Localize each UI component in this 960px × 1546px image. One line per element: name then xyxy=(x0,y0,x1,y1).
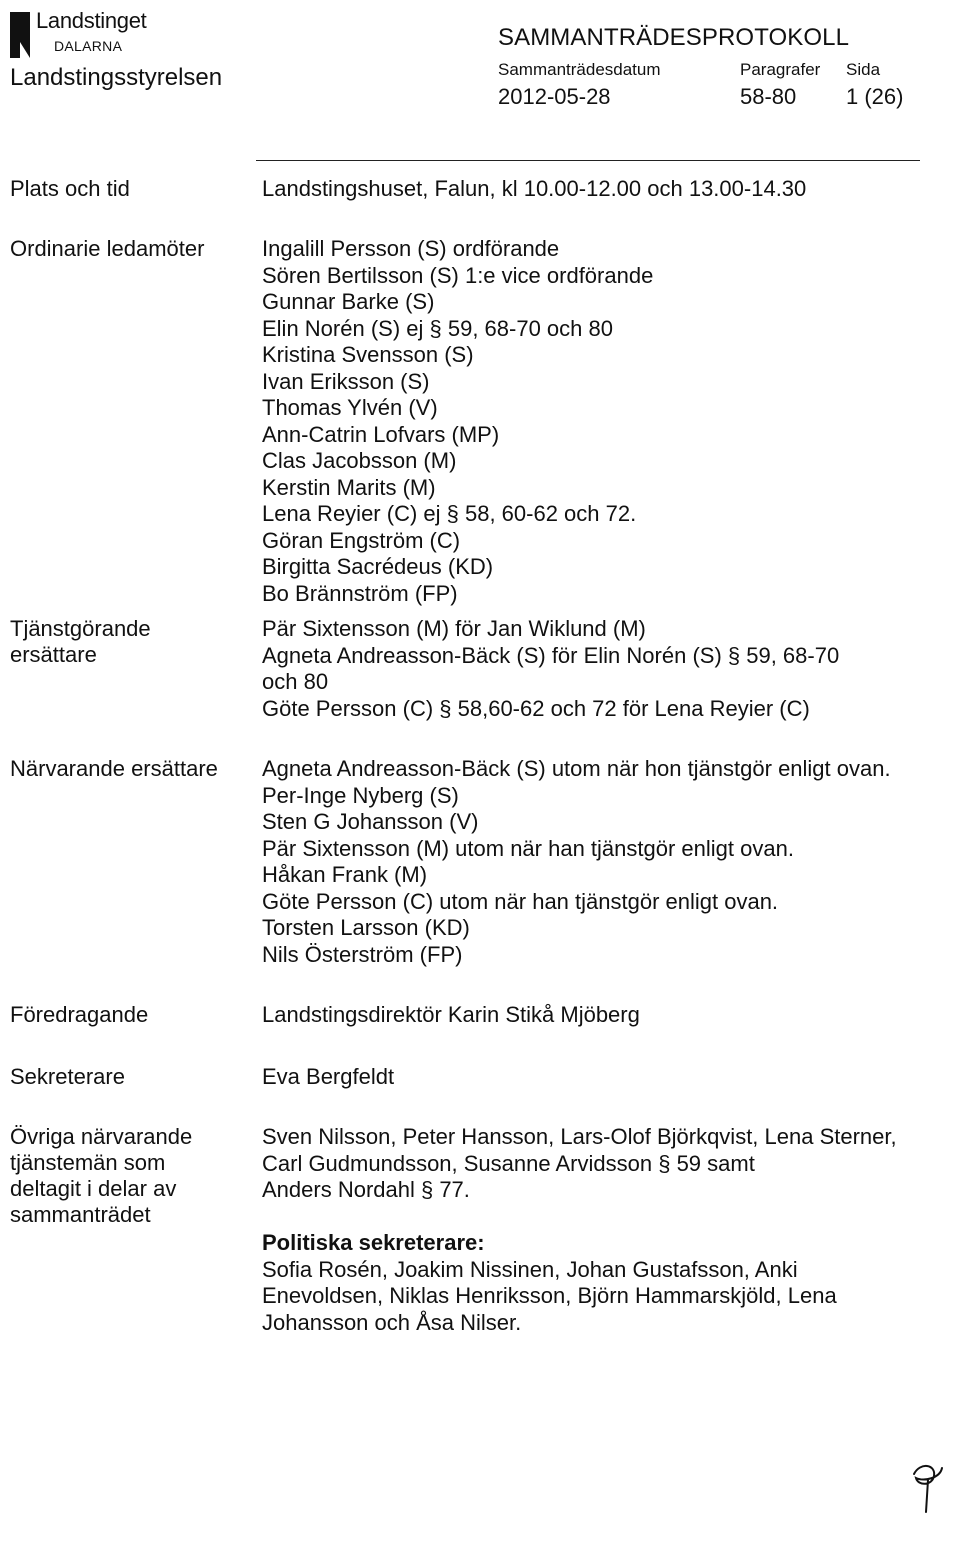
other-officials-list xyxy=(262,1124,897,1204)
list-item: Enevoldsen, Niklas Henriksson, Björn Hammarskjöld, Lena xyxy=(262,1283,837,1308)
secretary-value: Eva Bergfeldt xyxy=(262,1064,395,1089)
page-label: Sida xyxy=(846,60,881,79)
serving-substitutes-label xyxy=(10,616,151,668)
list-item: Agneta Andreasson-Bäck (S) utom när hon tjänstgör enligt ovan. xyxy=(262,756,891,781)
list-item: Torsten Larsson (KD) xyxy=(262,915,470,940)
list-item: Göte Persson (C) § 58,60-62 och 72 för Lena Reyier (C) xyxy=(262,695,810,721)
list-item: Elin Norén (S) ej § 59, 68-70 och 80 xyxy=(262,315,613,341)
list-item: Clas Jacobsson (M) xyxy=(262,448,457,473)
paragraphs-range: 58-80 xyxy=(740,84,797,109)
political-secretaries-heading: Politiska sekreterare: xyxy=(262,1230,485,1255)
serving-substitutes-list xyxy=(262,616,839,722)
presenter-value: Landstingsdirektör Karin Stikå Mjöberg xyxy=(262,1002,640,1027)
place-time-value: Landstingshuset, Falun, kl 10.00-12.00 och 13.00-14.30 xyxy=(262,176,807,201)
present-substitutes-list xyxy=(262,756,891,968)
list-item: Birgitta Sacrédeus (KD) xyxy=(262,554,494,579)
page-number: 1 (26) xyxy=(846,84,904,109)
list-item: Kerstin Marits (M) xyxy=(262,474,436,500)
secretary-label: Sekreterare xyxy=(10,1064,125,1089)
list-item: Thomas Ylvén (V) xyxy=(262,395,438,420)
list-item: Agneta Andreasson-Bäck (S) för Elin Norén (S) § 59, 68-70 xyxy=(262,642,840,668)
date-label: Sammanträdesdatum xyxy=(498,60,661,79)
members-list xyxy=(262,236,653,607)
list-item: Anders Nordahl § 77. xyxy=(262,1177,470,1202)
list-item: Pär Sixtensson (M) utom när han tjänstgör enligt ovan. xyxy=(262,835,794,861)
list-item: Per-Inge Nyberg (S) xyxy=(262,782,459,808)
list-item: Lena Reyier (C) ej § 58, 60-62 och 72. xyxy=(262,501,637,526)
list-item: Carl Gudmundsson, Susanne Arvidsson § 59 samt xyxy=(262,1150,755,1176)
document-title: SAMMANTRÄDESPROTOKOLL xyxy=(498,24,850,51)
list-item: Ivan Eriksson (S) xyxy=(262,368,430,394)
list-item: Göte Persson (C) utom när han tjänstgör enligt ovan. xyxy=(262,888,779,914)
paragraphs-label: Paragrafer xyxy=(740,60,821,79)
list-item: Ann-Catrin Lofvars (MP) xyxy=(262,421,500,447)
members-label: Ordinarie ledamöter xyxy=(10,236,205,261)
label-line: tjänstemän som xyxy=(10,1150,166,1175)
list-item: Johansson och Åsa Nilser. xyxy=(262,1309,522,1335)
list-item: Nils Österström (FP) xyxy=(262,941,463,967)
present-substitutes-label: Närvarande ersättare xyxy=(10,756,218,781)
org-region: DALARNA xyxy=(54,38,123,54)
place-time-label: Plats och tid xyxy=(10,176,130,201)
label-line: Övriga närvarande xyxy=(10,1124,193,1149)
list-item: Sten G Johansson (V) xyxy=(262,809,479,834)
list-item: Göran Engström (C) xyxy=(262,527,461,553)
list-item: Sofia Rosén, Joakim Nissinen, Johan Gustafsson, Anki xyxy=(262,1256,798,1282)
list-item: Kristina Svensson (S) xyxy=(262,342,474,367)
list-item: Håkan Frank (M) xyxy=(262,862,428,887)
presenter-label: Föredragande xyxy=(10,1002,149,1027)
meeting-date: 2012-05-28 xyxy=(498,84,611,109)
org-name: Landstinget xyxy=(36,8,147,33)
list-item: och 80 xyxy=(262,669,329,694)
list-item: Ingalill Persson (S) ordförande xyxy=(262,236,560,261)
logo-mark-icon xyxy=(10,12,30,58)
other-officials-label xyxy=(10,1124,192,1228)
label-line: sammanträdet xyxy=(10,1202,151,1227)
label-line: Tjänstgörande xyxy=(10,616,151,641)
label-line: deltagit i delar av xyxy=(10,1176,177,1201)
handwritten-initial-icon xyxy=(906,1456,946,1516)
list-item: Sören Bertilsson (S) 1:e vice ordförande xyxy=(262,262,654,288)
header-divider xyxy=(256,160,920,161)
list-item: Pär Sixtensson (M) för Jan Wiklund (M) xyxy=(262,616,646,641)
board-name: Landstingsstyrelsen xyxy=(10,64,223,91)
label-line: ersättare xyxy=(10,642,97,667)
political-secretaries xyxy=(262,1230,837,1336)
list-item: Bo Brännström (FP) xyxy=(262,580,458,606)
list-item: Sven Nilsson, Peter Hansson, Lars-Olof Björkqvist, Lena Sterner, xyxy=(262,1124,897,1149)
list-item: Gunnar Barke (S) xyxy=(262,289,435,314)
